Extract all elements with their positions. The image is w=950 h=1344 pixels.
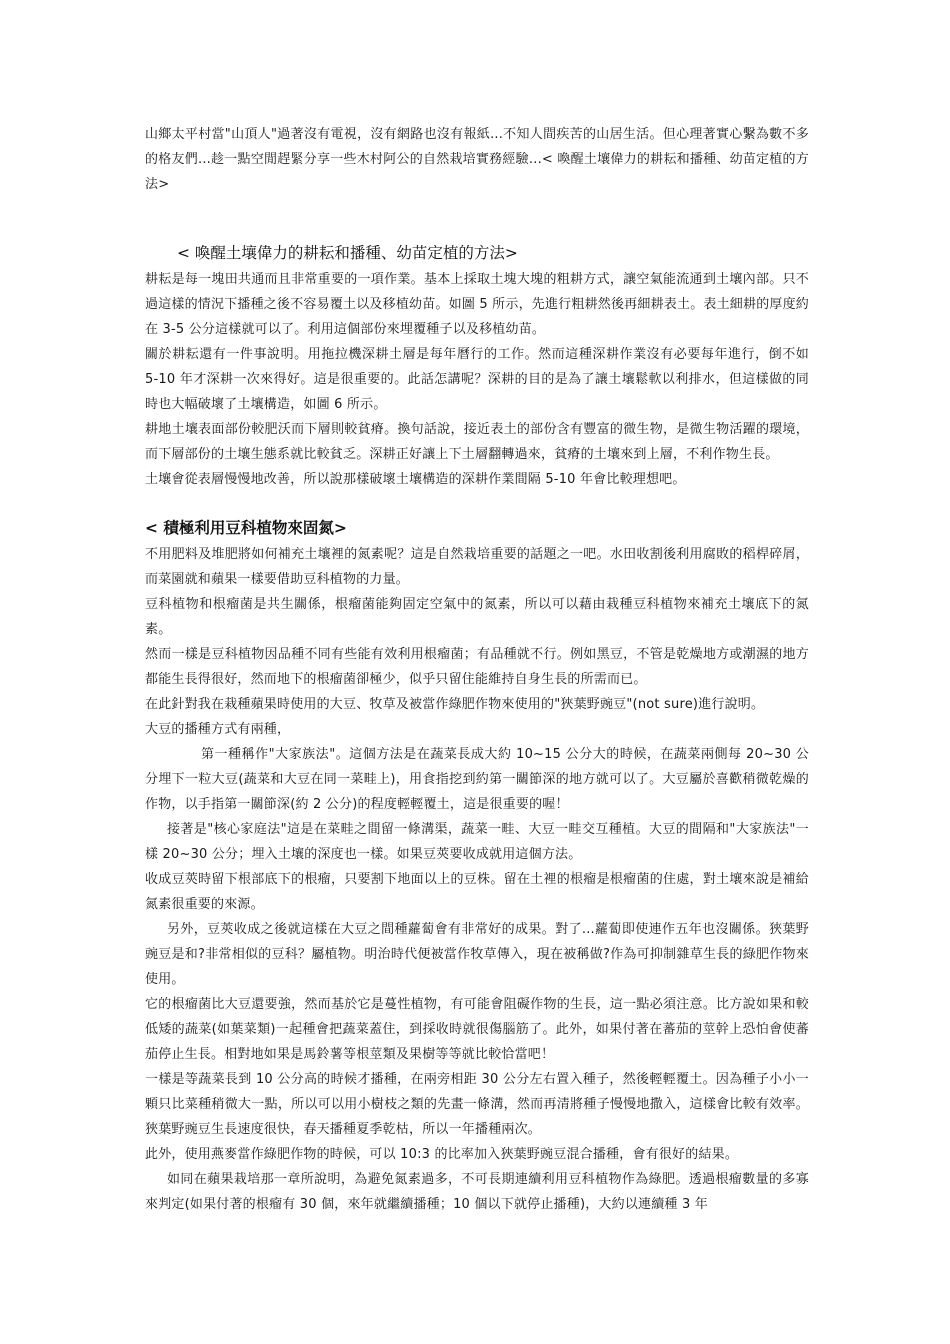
legume-paragraph: 大豆的播種方式有兩種， [145,722,291,737]
intro-paragraph: 山鄉太平村當"山頂人"過著沒有電視，沒有網路也沒有報紙...不知人間疾苦的山居生活。但心理著實心繫為數不多的格友們...趁一點空閒趕緊分享一些木村阿公的自然栽培實務經驗...< 喚醒土壤偉力的耕耘和播種、幼苗定植的方法> [145,127,809,192]
legume-paragraph: 不用肥料及堆肥將如何補充土壤裡的氮素呢？這是自然栽培重要的話題之一吧。水田收割後利用腐敗的稻桿碎屑，而菜園就和蘋果一樣要借助豆科植物的力量。 [145,547,809,587]
legume-paragraph: 第一種稱作"大家族法"。這個方法是在蔬菜長成大約 10~15 公分大的時候，在蔬菜兩側每 20~30 公分埋下一粒大豆(蔬菜和大豆在同一菜畦上)，用食指挖到約第一關節深的地方就可以了。大豆屬於喜歡稍微乾燥的作物，以手指第一關節深(約 2 公分)的程度輕輕覆土，這是很重要的喔！ [145,747,809,812]
legume-paragraph: 接著是"核心家庭法"這是在菜畦之間留一條溝渠，蔬菜一畦、大豆一畦交互種植。大豆的間隔和"大家族法"一樣 20~30 公分；埋入土壤的深度也一樣。如果豆莢要收成就用這個方法。 [145,822,809,862]
legume-paragraph: 它的根瘤菌比大豆還要強，然而基於它是蔓性植物，有可能會阻礙作物的生長，這一點必須注意。比方說如果和較低矮的蔬菜(如葉菜類)一起種會把蔬菜蓋住，到採收時就很傷腦筋了。此外，如果付著在蕃茄的莖幹上恐怕會使蕃茄停止生長。相對地如果是馬鈴薯等根莖類及果樹等等就比較恰當吧！ [145,997,809,1062]
section-heading-tillage: < 喚醒土壤偉力的耕耘和播種、幼苗定植的方法> [177,244,518,262]
legume-paragraph: 此外，使用燕麥當作綠肥作物的時候，可以 10:3 的比率加入狹葉野豌豆混合播種，會有很好的結果。 [145,1147,739,1162]
legume-paragraph: 如同在蘋果栽培那一章所說明，為避免氮素過多，不可長期連續利用豆科植物作為綠肥。透過根瘤數量的多寡來判定(如果付著的根瘤有 30 個，來年就繼續播種；10 個以下就停止播種)，大約以連續種 3 年 [145,1172,809,1212]
document-page [145,122,809,1217]
tillage-paragraph: 土壤會從表層慢慢地改善，所以說那樣破壞土壤構造的深耕作業間隔 5-10 年會比較理想吧。 [145,472,686,487]
legume-paragraph: 豆科植物和根瘤菌是共生關係，根瘤菌能夠固定空氣中的氮素，所以可以藉由栽種豆科植物來補充土壤底下的氮素。 [145,597,809,637]
tillage-paragraph: 耕耘是每一塊田共通而且非常重要的一項作業。基本上採取土塊大塊的粗耕方式，讓空氣能流通到土壤內部。只不過這樣的情況下播種之後不容易覆土以及移植幼苗。如圖 5 所示，先進行粗耕然後再細耕表土。表土細耕的厚度約在 3-5 公分這樣就可以了。利用這個部份來埋覆種子以及移植幼苗。 [145,272,809,337]
tillage-paragraph: 耕地土壤表面部份較肥沃而下層則較貧瘠。換句話說，接近表土的部份含有豐富的微生物，是微生物活躍的環境，而下層部份的土壤生態系就比較貧乏。深耕正好讓上下土層翻轉過來，貧瘠的土壤來到上層，不利作物生長。 [145,422,809,462]
section-heading-legumes: < 積極利用豆科植物來固氮> [145,519,347,537]
legume-paragraph: 另外，豆莢收成之後就這樣在大豆之間種蘿蔔會有非常好的成果。對了...蘿蔔即使連作五年也沒關係。狹葉野豌豆是和?非常相似的豆科？屬植物。明治時代便被當作牧草傳入，現在被稱做?作為可抑制雜草生長的綠肥作物來使用。 [145,922,809,987]
legume-paragraph: 收成豆莢時留下根部底下的根瘤，只要割下地面以上的豆株。留在土裡的根瘤是根瘤菌的住處，對土壤來說是補給氮素很重要的來源。 [145,872,809,912]
legume-paragraph: 在此針對我在栽種蘋果時使用的大豆、牧草及被當作綠肥作物來使用的"狹葉野豌豆"(not sure)進行說明。 [145,697,765,712]
tillage-paragraph: 關於耕耘還有一件事說明。用拖拉機深耕土層是每年曆行的工作。然而這種深耕作業沒有必要每年進行，倒不如 5-10 年才深耕一次來得好。這是很重要的。此話怎講呢？深耕的目的是為了讓土壤鬆軟以利排水，但這樣做的同時也大幅破壞了土壤構造，如圖 6 所示。 [145,347,809,412]
legume-paragraph: 一樣是等蔬菜長到 10 公分高的時候才播種，在兩旁相距 30 公分左右置入種子，然後輕輕覆土。因為種子小小一顆只比菜種稍微大一點，所以可以用小樹枝之類的先畫一條溝，然而再清將種子慢慢地撒入，這樣會比較有效率。狹葉野豌豆生長速度很快，春天播種夏季乾枯，所以一年播種兩次。 [145,1072,809,1137]
legume-paragraph: 然而一樣是豆科植物因品種不同有些能有效利用根瘤菌；有品種就不行。例如黑豆，不管是乾燥地方或潮濕的地方都能生長得很好，然而地下的根瘤菌卻極少，似乎只留住能維持自身生長的所需而已。 [145,647,809,687]
